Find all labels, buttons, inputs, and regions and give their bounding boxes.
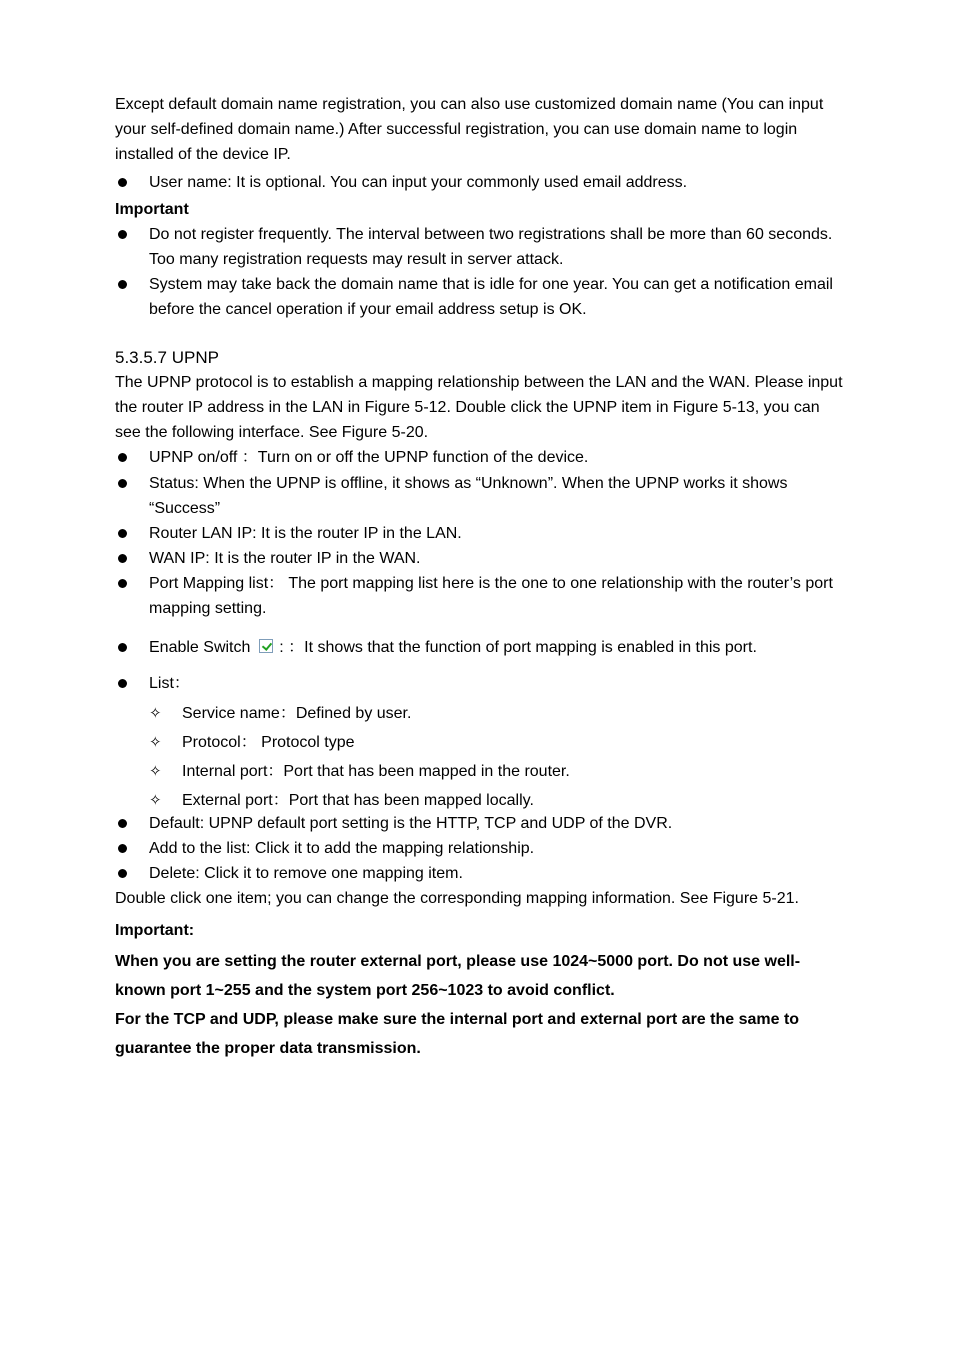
bullet-delete: Delete: Click it to remove one mapping item. <box>115 861 845 886</box>
intro-paragraph: Except default domain name registration, you can also use customized domain name (You can input your self-defined domain name.) After successful registration, you can use domain name to login installed of the device IP. <box>115 96 824 163</box>
section-heading-upnp: 5.3.5.7 UPNP <box>115 348 219 367</box>
bullet-upnp-onoff: UPNP on/off ：Turn on or off the UPNP function of the device. <box>115 445 845 470</box>
bullet-list: List： <box>115 671 845 696</box>
bullet-default: Default: UPNP default port setting is the HTTP, TCP and UDP of the DVR. <box>115 811 845 836</box>
bullet-wan-ip: WAN IP: It is the router IP in the WAN. <box>115 546 845 571</box>
bullet-dot-icon <box>118 844 127 853</box>
bullet-add-to-list: Add to the list: Click it to add the mapping relationship. <box>115 836 845 861</box>
bullet-register-frequency: Do not register frequently. The interval between two registrations shall be more than 60 seconds. Too many registration requests may result in server attack. <box>115 222 845 272</box>
important-heading-2: Important: <box>115 922 195 939</box>
bullet-enable-switch: Enable Switch : ：It shows that the function of port mapping is enabled in this port. <box>115 635 845 660</box>
bullet-dot-icon <box>118 679 127 688</box>
bullet-domain-idle: System may take back the domain name that is idle for one year. You can get a notification email before the cancel operation if your email address setup is OK. <box>115 272 845 322</box>
important-tcp-udp: For the TCP and UDP, please make sure the internal port and external port are the same to guarantee the proper data transmission. <box>115 1011 800 1057</box>
list-item-internal-port: ✧ Internal port：Port that has been mapped in the router. <box>115 759 845 784</box>
list-item-service-name: ✧ Service name：Defined by user. <box>115 701 845 726</box>
bullet-dot-icon <box>118 280 127 289</box>
bullet-dot-icon <box>118 643 127 652</box>
diamond-bullet-icon: ✧ <box>149 791 162 809</box>
bullet-dot-icon <box>118 579 127 588</box>
double-click-paragraph: Double click one item; you can change the corresponding mapping information. See Figure 5-21. <box>115 890 799 907</box>
bullet-dot-icon <box>118 529 127 538</box>
important-heading: Important <box>115 201 189 218</box>
bullet-port-mapping-list: Port Mapping list： The port mapping list here is the one to one relationship with the router’s port mapping setting. <box>115 571 845 621</box>
page-content <box>115 92 845 1063</box>
important-external-port: When you are setting the router external port, please use 1024~5000 port. Do not use well-known port 1~255 and the system port 256~1023 to avoid conflict. <box>115 953 801 999</box>
bullet-dot-icon <box>118 230 127 239</box>
list-item-protocol: ✧ Protocol： Protocol type <box>115 730 845 755</box>
upnp-intro: The UPNP protocol is to establish a mapping relationship between the LAN and the WAN. Please input the router IP address in the LAN in Figure 5-12. Double click the UPNP item in Figure 5-13, you can see the following interface. See Figure 5-20. <box>115 374 843 441</box>
bullet-router-lan-ip: Router LAN IP: It is the router IP in the LAN. <box>115 521 845 546</box>
bullet-dot-icon <box>118 479 127 488</box>
list-item-external-port: ✧ External port：Port that has been mapped locally. <box>115 788 845 813</box>
bullet-username: User name: It is optional. You can input your commonly used email address. <box>115 170 845 195</box>
bullet-dot-icon <box>118 869 127 878</box>
diamond-bullet-icon: ✧ <box>149 762 162 780</box>
bullet-dot-icon <box>118 819 127 828</box>
bullet-dot-icon <box>118 178 127 187</box>
diamond-bullet-icon: ✧ <box>149 733 162 751</box>
bullet-dot-icon <box>118 453 127 462</box>
bullet-status: Status: When the UPNP is offline, it shows as “Unknown”. When the UPNP works it shows “Success” <box>115 471 845 521</box>
bullet-dot-icon <box>118 554 127 563</box>
enable-checkbox-icon <box>259 639 273 653</box>
diamond-bullet-icon: ✧ <box>149 704 162 722</box>
